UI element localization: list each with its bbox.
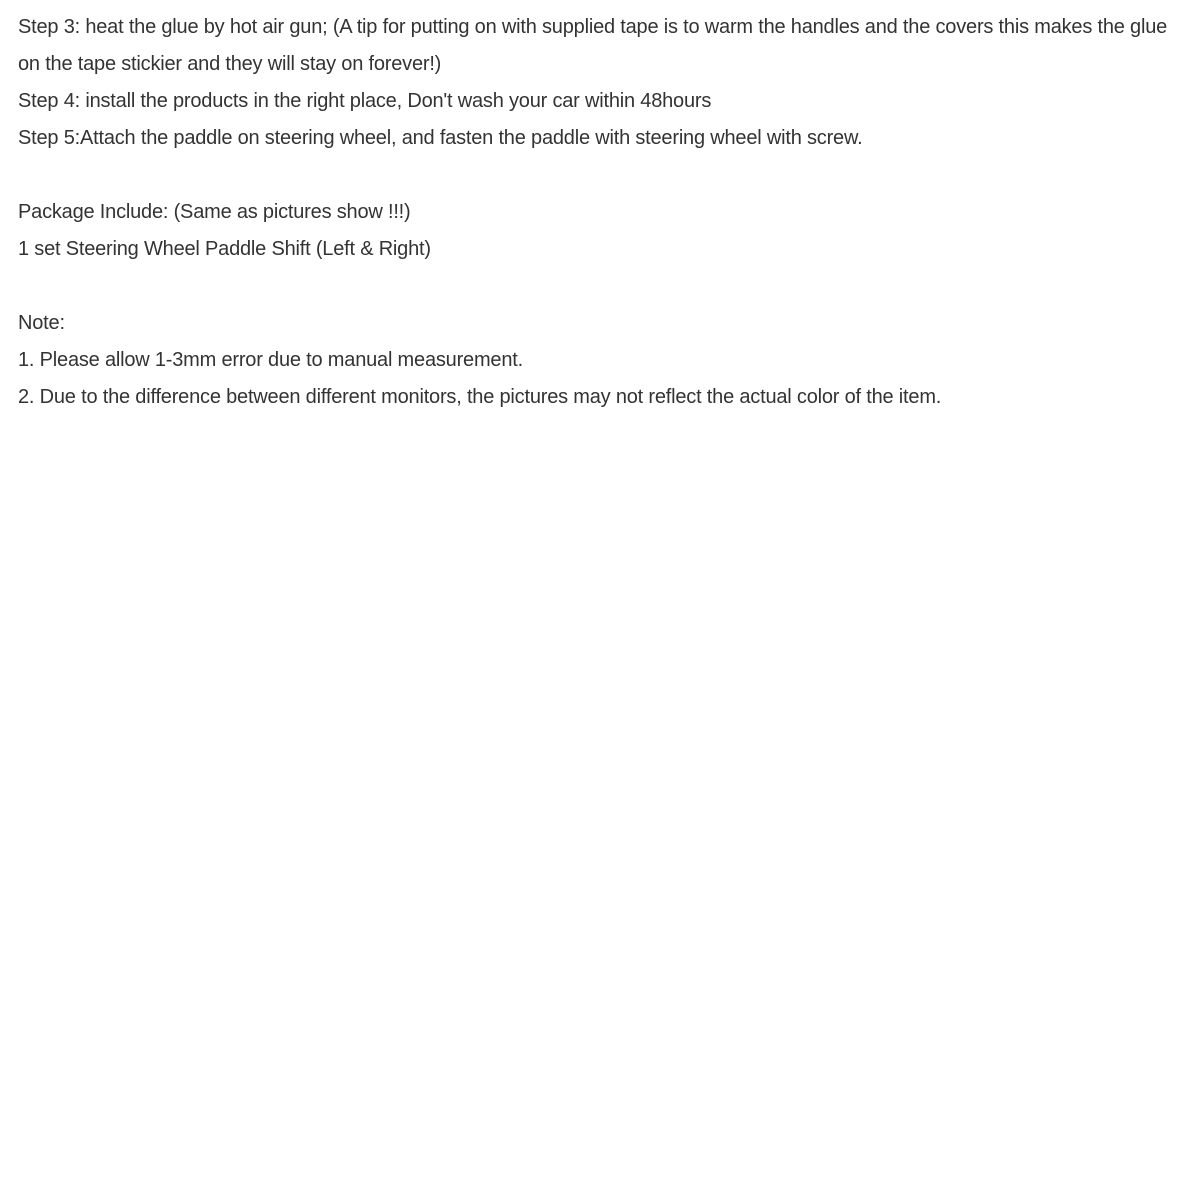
step-4-text: Step 4: install the products in the right place, Don't wash your car within 48hours — [18, 90, 712, 112]
product-description — [18, 9, 1193, 416]
step-5-text: Step 5:Attach the paddle on steering wheel, and fasten the paddle with steering wheel with screw. — [18, 127, 863, 149]
step-3-text: Step 3: heat the glue by hot air gun; (A tip for putting on with supplied tape is to warm the handles and the covers this makes the glue on the tape stickier and they will stay on forever!) — [18, 16, 1168, 75]
package-section — [18, 194, 1193, 268]
note-item: 1. Please allow 1-3mm error due to manual measurement. — [18, 349, 523, 371]
package-item: 1 set Steering Wheel Paddle Shift (Left & Right) — [18, 238, 431, 260]
note-section — [18, 305, 1193, 416]
note-item: 2. Due to the difference between different monitors, the pictures may not reflect the actual color of the item. — [18, 386, 942, 408]
installation-steps — [18, 9, 1193, 157]
spacer — [18, 157, 1193, 194]
note-heading: Note: — [18, 312, 65, 334]
spacer — [18, 268, 1193, 305]
package-heading: Package Include: (Same as pictures show !!!) — [18, 201, 411, 223]
